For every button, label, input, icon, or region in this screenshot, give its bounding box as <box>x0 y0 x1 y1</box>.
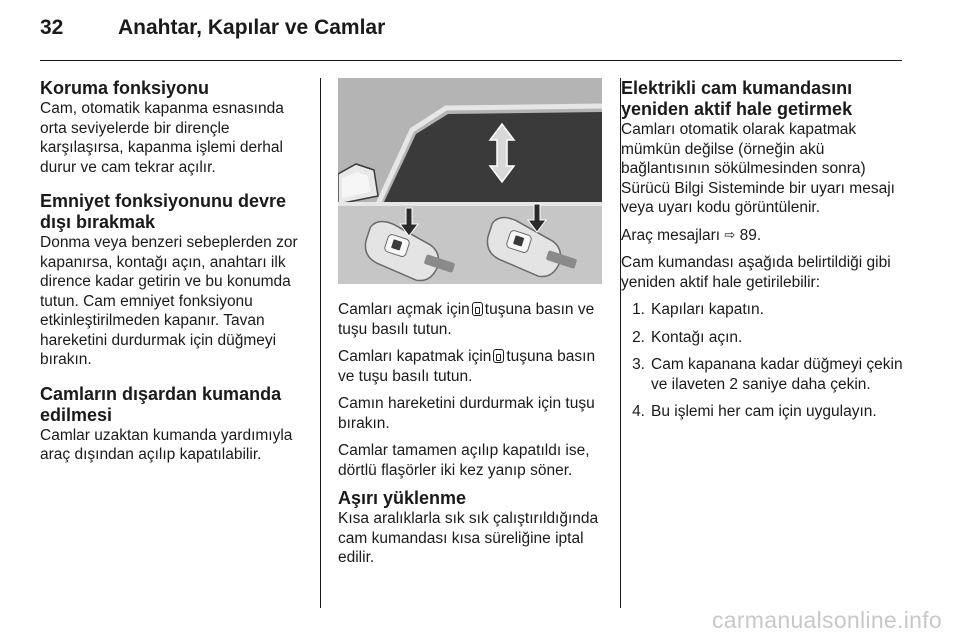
text: Camları kapatmak için <box>338 348 492 365</box>
steps-list <box>621 300 903 422</box>
section-disable-safety <box>40 191 302 370</box>
step-text: Cam kapanana kadar düğmeyi çekin ve ilaveten 2 saniye daha çekin. <box>651 356 903 393</box>
section-title: Koruma fonksiyonu <box>40 78 210 98</box>
illustration-svg <box>338 78 602 284</box>
text: Araç mesajları <box>621 226 721 244</box>
window-remote-illustration <box>338 78 602 284</box>
section-body: Camları otomatik olarak kapatmak mümkün değilse (örneğin akü bağlantısının sökülmesinden sonra) Sürücü Bilgi Sisteminde bir uyarı mesajı veya uyarı kodu görüntülenir. <box>621 121 895 216</box>
text: tuşuna basın ve tuşu basılı tutun. <box>338 301 595 338</box>
page-number: 32 <box>40 16 64 39</box>
step-number: 1. <box>632 301 645 318</box>
chapter-title: Anahtar, Kapılar ve Camlar <box>118 16 386 39</box>
ref-arrow-icon: ⇨ <box>724 226 736 242</box>
paragraph-close <box>338 347 604 386</box>
column-2 <box>338 300 604 582</box>
step-text: Kapıları kapatın. <box>651 301 764 318</box>
section-title: Camların dışardan kumanda edilmesi <box>40 383 282 425</box>
section-remote-control <box>40 384 302 465</box>
step-number: 3. <box>632 356 645 373</box>
paragraph-open <box>338 300 604 339</box>
section-title: Aşırı yüklenme <box>338 488 467 508</box>
step-number: 2. <box>632 328 645 346</box>
column-1 <box>40 78 302 479</box>
section-body: Cam kumandası aşağıda belirtildiği gibi yeniden aktif hale getirilebilir: <box>621 254 891 291</box>
step-text: Bu işlemi her cam için uygulayın. <box>651 403 877 420</box>
section-body: Cam, otomatik kapanma esnasında orta seviyelerde bir dirençle karşılaşırsa, kapanma işlemi derhal durur ve cam tekrar açılır. <box>40 100 284 176</box>
header-rule <box>40 60 902 61</box>
paragraph-stop: Camın hareketini durdurmak için tuşu bırakın. <box>338 395 595 432</box>
text: Camları açmak için <box>338 301 470 318</box>
section-title: Elektrikli cam kumandasını yeniden aktif hale getirmek <box>621 78 853 119</box>
section-body: Kısa aralıklarla sık sık çalıştırıldığında cam kumandası kısa süreliğine iptal edilir. <box>338 510 599 566</box>
list-item <box>621 328 903 348</box>
section-body: Donma veya benzeri sebeplerden zor kapanırsa, kontağı açın, anahtarı ilk dirence kadar getirin ve bu konumda tutun. Cam emniyet fonksiyonu etkinleştirilmeden kapanır. Tavan hareketini durdurmak için düğmeyi bırakın. <box>40 234 298 368</box>
paragraph-hazard: Camlar tamamen açılıp kapatıldı ise, dörtlü flaşörler iki kez yanıp söner. <box>338 442 590 479</box>
section-title: Emniyet fonksiyonunu devre dışı bırakmak <box>40 191 287 232</box>
column-3 <box>621 78 903 430</box>
text: tuşuna basın ve tuşu basılı tutun. <box>338 348 596 385</box>
key-lock-icon <box>493 349 504 363</box>
key-unlock-icon <box>472 302 483 316</box>
section-body: Camlar uzaktan kumanda yardımıyla araç dışından açılıp kapatılabilir. <box>40 426 293 463</box>
section-overload <box>338 488 604 568</box>
list-item <box>621 355 903 394</box>
list-item <box>621 300 903 320</box>
reference-page: 89. <box>739 226 762 244</box>
watermark: carmanualsonline.info <box>711 607 942 633</box>
column-divider-1 <box>320 78 321 608</box>
section-protection <box>40 78 302 177</box>
step-text: Kontağı açın. <box>651 328 743 346</box>
cross-reference <box>621 226 903 246</box>
step-number: 4. <box>632 403 645 420</box>
list-item <box>621 402 903 422</box>
